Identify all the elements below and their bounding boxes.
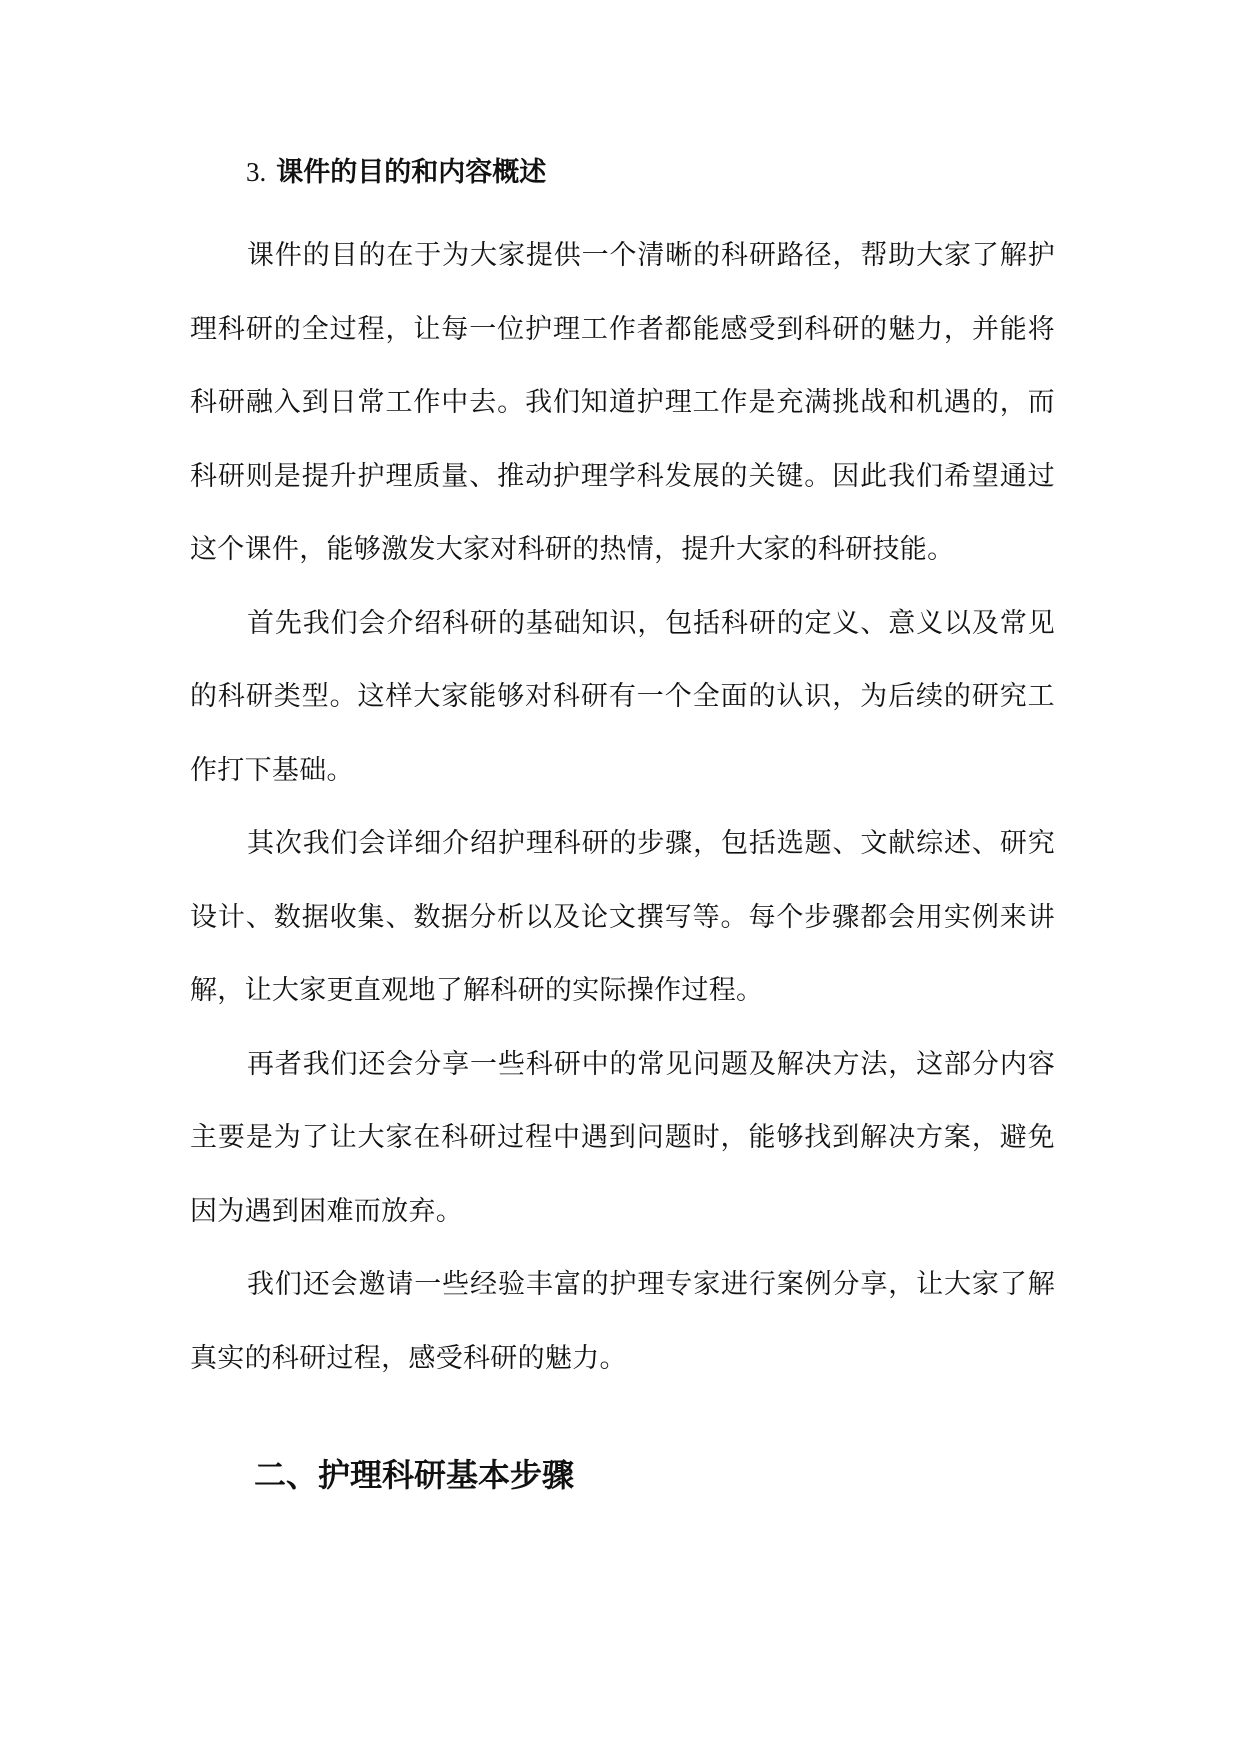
subsection-title: 课件的目的和内容概述 [276, 157, 547, 188]
subsection-heading [190, 150, 1055, 195]
paragraph-problems: 再者我们还会分享一些科研中的常见问题及解决方法，这部分内容主要是为了让大家在科研过程中遇到问题时，能够找到解决方案，避免因为遇到困难而放弃。 [190, 1048, 1055, 1227]
subsection-number: 3. [246, 157, 267, 187]
paragraph-basics: 首先我们会介绍科研的基础知识，包括科研的定义、意义以及常见的科研类型。这样大家能够对科研有一个全面的认识，为后续的研究工作打下基础。 [190, 607, 1055, 786]
section-heading: 二、护理科研基本步骤 [254, 1456, 575, 1494]
page-content [190, 150, 1055, 1499]
paragraph-purpose: 课件的目的在于为大家提供一个清晰的科研路径，帮助大家了解护理科研的全过程，让每一位护理工作者都能感受到科研的魅力，并能将科研融入到日常工作中去。我们知道护理工作是充满挑战和机遇的，而科研则是提升护理质量、推动护理学科发展的关键。因此我们希望通过这个课件，能够激发大家对科研的热情，提升大家的科研技能。 [190, 240, 1055, 565]
paragraph-experts: 我们还会邀请一些经验丰富的护理专家进行案例分享，让大家了解真实的科研过程，感受科研的魅力。 [190, 1269, 1055, 1374]
paragraph-steps: 其次我们会详细介绍护理科研的步骤，包括选题、文献综述、研究设计、数据收集、数据分析以及论文撰写等。每个步骤都会用实例来讲解，让大家更直观地了解科研的实际操作过程。 [190, 828, 1055, 1006]
